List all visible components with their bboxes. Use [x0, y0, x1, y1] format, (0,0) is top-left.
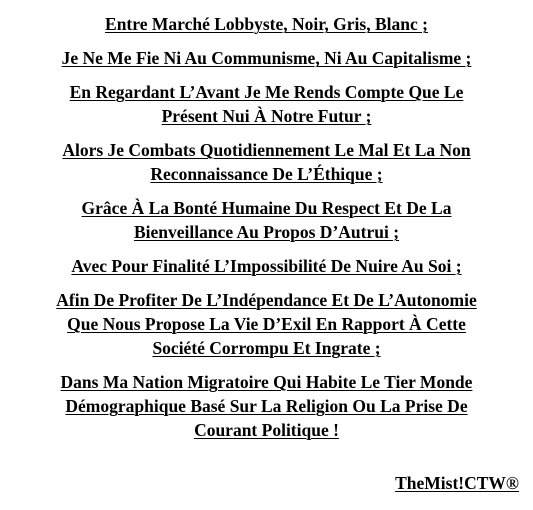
stanza-5-line-1: Grâce À La Bonté Humaine Du Respect Et De La [81, 198, 452, 218]
stanza-8-line-2: Démographique Basé Sur La Religion Ou La Prise De [65, 396, 468, 416]
stanza-4-line-1: Alors Je Combats Quotidiennement Le Mal Et La Non [62, 140, 471, 160]
stanza-1-line-1: Entre Marché Lobbyste, Noir, Gris, Blanc ; [105, 14, 428, 34]
stanza-7-line-2: Que Nous Propose La Vie D’Exil En Rapport À Cette [67, 314, 466, 334]
stanza-3 [0, 80, 533, 128]
stanza-5-line-2: Bienveillance Au Propos D’Autrui ; [133, 222, 400, 242]
stanza-7-line-1: Afin De Profiter De L’Indépendance Et De L’Autonomie [56, 290, 477, 310]
stanza-6-line-1: Avec Pour Finalité L’Impossibilité De Nuire Au Soi ; [71, 256, 462, 276]
stanza-7 [0, 288, 533, 360]
stanza-8-line-1: Dans Ma Nation Migratoire Qui Habite Le Tier Monde [60, 372, 473, 392]
poem-text [0, 12, 533, 452]
stanza-3-line-1: En Regardant L’Avant Je Me Rends Compte Que Le [69, 82, 464, 102]
stanza-6 [0, 254, 533, 278]
stanza-8 [0, 370, 533, 442]
stanza-1 [0, 12, 533, 36]
stanza-2 [0, 46, 533, 70]
stanza-7-line-3: Société Corrompu Et Ingrate ; [152, 338, 381, 358]
stanza-4 [0, 138, 533, 186]
author-signature: TheMist!CTW® [395, 473, 519, 493]
stanza-3-line-2: Présent Nui À Notre Futur ; [161, 106, 372, 126]
stanza-4-line-2: Reconnaissance De L’Éthique ; [150, 164, 383, 184]
stanza-5 [0, 196, 533, 244]
stanza-8-line-3: Courant Politique ! [194, 420, 339, 440]
stanza-2-line-1: Je Ne Me Fie Ni Au Communisme, Ni Au Capitalisme ; [61, 48, 472, 68]
